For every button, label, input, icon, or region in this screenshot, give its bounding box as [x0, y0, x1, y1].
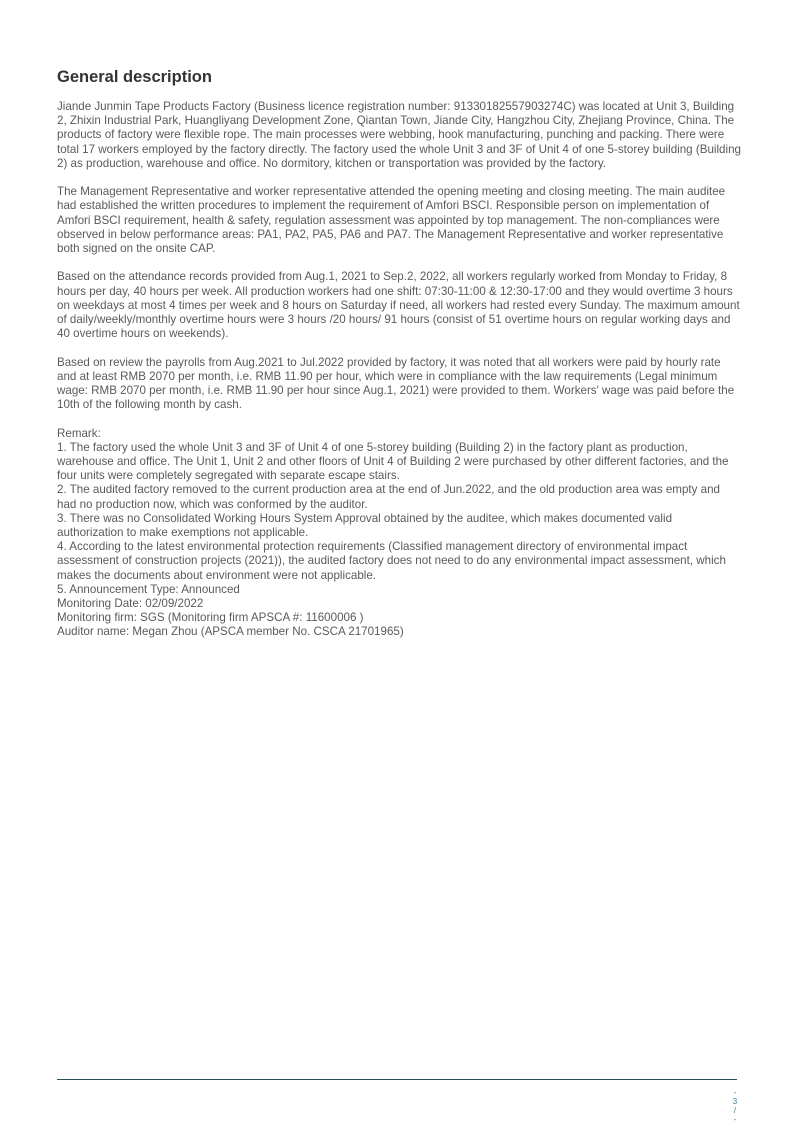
remark-item: 2. The audited factory removed to the current production area at the end of Jun.2022, and the old production area was empty and had no production now, which was conformed by the auditor.	[57, 483, 720, 511]
page-number	[730, 1088, 740, 1124]
remark-item: 5. Announcement Type: Announced	[57, 582, 240, 596]
remark-item: 3. There was no Consolidated Working Hours System Approval obtained by the auditee, which makes documented valid authorization to make exemptions not applicable.	[57, 511, 673, 540]
page-number-part: /	[733, 1106, 737, 1115]
remark-item: 1. The factory used the whole Unit 3 and 3F of Unit 4 of one 5-storey building (Building 2) in the factory plant as production, warehouse and office. The Unit 1, Unit 2 and other floors of Unit 4 of Building 2 were purchased by other different factories, and the four units were completely segregated with separate escape stairs.	[57, 440, 729, 483]
paragraph-working-hours: Based on the attendance records provided from Aug.1, 2021 to Sep.2, 2022, all workers regularly worked from Monday to Friday, 8 hours per day, 40 hours per week. All production workers had one shift: 07:30-11:00 & 12:30-17:00 and they would overtime 3 hours on weekdays at most 4 times per week and 8 hours on Saturday if need, all workers had rested every Sunday. The maximum amount of daily/weekly/monthly overtime hours were 3 hours /20 hours/ 91 hours (consist of 51 overtime hours on regular working days and 40 overtime hours on weekends).	[57, 270, 740, 341]
footer-divider	[57, 1079, 737, 1080]
page-number-part: 3	[732, 1097, 738, 1106]
auditor-name: Auditor name: Megan Zhou (APSCA member No. CSCA 21701965)	[57, 625, 404, 639]
document-body	[57, 100, 741, 640]
page-number-part: -	[733, 1088, 737, 1097]
monitoring-date: Monitoring Date: 02/09/2022	[57, 597, 204, 611]
paragraph-factory-info: Jiande Junmin Tape Products Factory (Business licence registration number: 91330182557903274C) was located at Unit 3, Building 2, Zhixin Industrial Park, Huangliyang Development Zone, Qiantan Town, Jiande City, Hangzhou City, Zhejiang Province, China. The products of factory were flexible rope. The main processes were webbing, hook manufacturing, punching and packing. There were total 17 workers employed by the factory directly. The factory used the whole Unit 3 and 3F of Unit 4 of one 5-storey building (Building 2) as production, warehouse and office. No dormitory, kitchen or transportation was provided by the factory.	[57, 100, 741, 170]
paragraph-wages: Based on review the payrolls from Aug.2021 to Jul.2022 provided by factory, it was noted that all workers were paid by hourly rate and at least RMB 2070 per month, i.e. RMB 11.90 per hour, which were in compliance with the law requirements (Legal minimum wage: RMB 2070 per month, i.e. RMB 11.90 per hour since Aug.1, 2021) were provided to them. Workers' wage was paid before the 10th of the following month by cash.	[57, 355, 735, 412]
remark-heading: Remark:	[57, 426, 101, 440]
remark-item: 4. According to the latest environmental protection requirements (Classified management directory of environmental impact assessment of construction projects (2021)), the audited factory does not need to do any environmental impact assessment, which makes the documents about environment were not applicable.	[57, 540, 726, 582]
monitoring-firm: Monitoring firm: SGS (Monitoring firm APSCA #: 11600006 )	[57, 611, 364, 625]
section-title: General description	[57, 68, 212, 86]
paragraph-meeting: The Management Representative and worker representative attended the opening meeting and closing meeting. The main auditee had established the written procedures to implement the requirement of Amfori BSCI. Responsible person on implementation of Amfori BSCI requirement, health & safety, regulation assessment was appointed by top management. The non-compliances were observed in below performance areas: PA1, PA2, PA5, PA6 and PA7. The Management Representative and worker representative both signed on the onsite CAP.	[57, 185, 726, 256]
remark-section	[57, 427, 741, 640]
page-number-part: -	[733, 1115, 737, 1124]
